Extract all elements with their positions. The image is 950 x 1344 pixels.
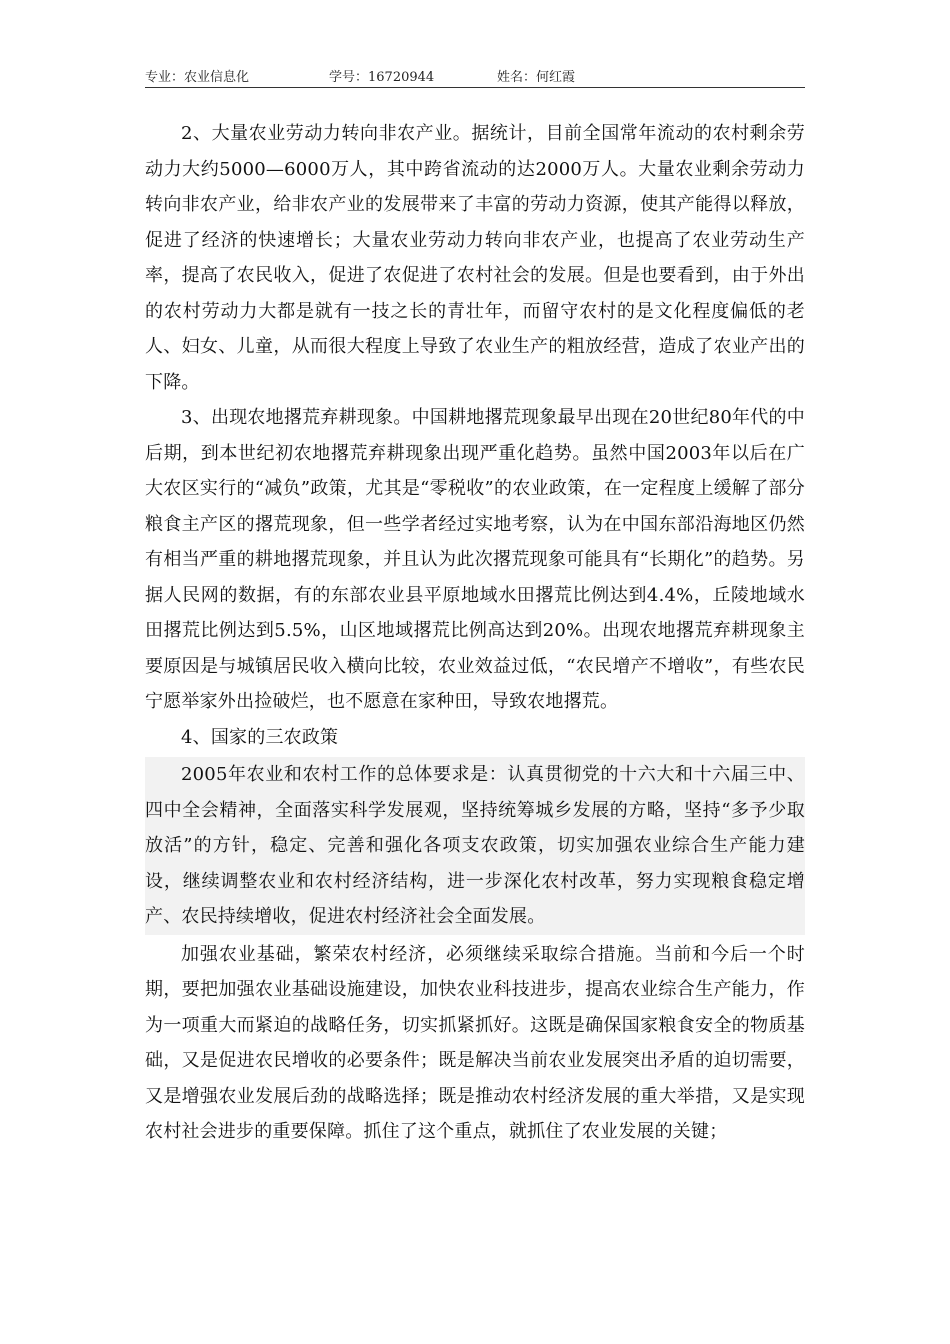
paragraph-2005-requirements: 2005年农业和农村工作的总体要求是：认真贯彻党的十六大和十六届三中、四中全会精神，全面落实科学发展观，坚持统筹城乡发展的方略，坚持“多予少取放活”的方针，稳定、完善和强化各项支农政策，切实加强农业综合生产能力建设，继续调整农业和农村经济结构，进一步深化农村改革，努力实现粮食稳定增产、农民持续增收，促进农村经济社会全面发展。: [145, 757, 805, 935]
header-major: 专业：农业信息化: [145, 70, 250, 85]
header-student-name: 姓名：何红霞: [497, 70, 576, 85]
header-divider: [145, 87, 805, 88]
document-body: [145, 116, 805, 1150]
paragraph-farmland-abandonment: 3、出现农地撂荒弃耕现象。中国耕地撂荒现象最早出现在20世纪80年代的中后期，到本世纪初农地撂荒弃耕现象出现严重化趋势。虽然中国2003年以后在广大农区实行的“减负”政策，尤其是“零税收”的农业政策，在一定程度上缓解了部分粮食主产区的撂荒现象，但一些学者经过实地考察，认为在中国东部沿海地区仍然有相当严重的耕地撂荒现象，并且认为此次撂荒现象可能具有“长期化”的趋势。另据人民网的数据，有的东部农业县平原地域水田撂荒比例达到4.4%，丘陵地域水田撂荒比例达到5.5%，山区地域撂荒比例高达到20%。出现农地撂荒弃耕现象主要原因是与城镇居民收入横向比较，农业效益过低，“农民增产不增收”，有些农民宁愿举家外出捡破烂，也不愿意在家种田，导致农地撂荒。: [145, 407, 805, 712]
section-heading-policy: 4、国家的三农政策: [181, 726, 339, 748]
page-header: [145, 66, 805, 88]
header-student-id: 学号：16720944: [329, 70, 435, 85]
paragraph-labor-transfer: 2、大量农业劳动力转向非农产业。据统计，目前全国常年流动的农村剩余劳动力大约5000—6000万人，其中跨省流动的达2000万人。大量农业剩余劳动力转向非农产业，给非农产业的发展带来了丰富的劳动力资源，使其产能得以释放，促进了经济的快速增长；大量农业劳动力转向非农产业，也提高了农业劳动生产率，提高了农民收入，促进了农促进了农村社会的发展。但是也要看到，由于外出的农村劳动力大都是就有一技之长的青壮年，而留守农村的是文化程度偏低的老人、妇女、儿童，从而很大程度上导致了农业生产的粗放经营，造成了农业产出的下降。: [145, 123, 805, 393]
paragraph-strengthen-agriculture: 加强农业基础，繁荣农村经济，必须继续采取综合措施。当前和今后一个时期，要把加强农业基础设施建设，加快农业科技进步，提高农业综合生产能力，作为一项重大而紧迫的战略任务，切实抓紧抓好。这既是确保国家粮食安全的物质基础，又是促进农民增收的必要条件；既是解决当前农业发展突出矛盾的迫切需要，又是增强农业发展后劲的战略选择；既是推动农村经济发展的重大举措，又是实现农村社会进步的重要保障。抓住了这个重点，就抓住了农业发展的关键；: [145, 943, 805, 1142]
